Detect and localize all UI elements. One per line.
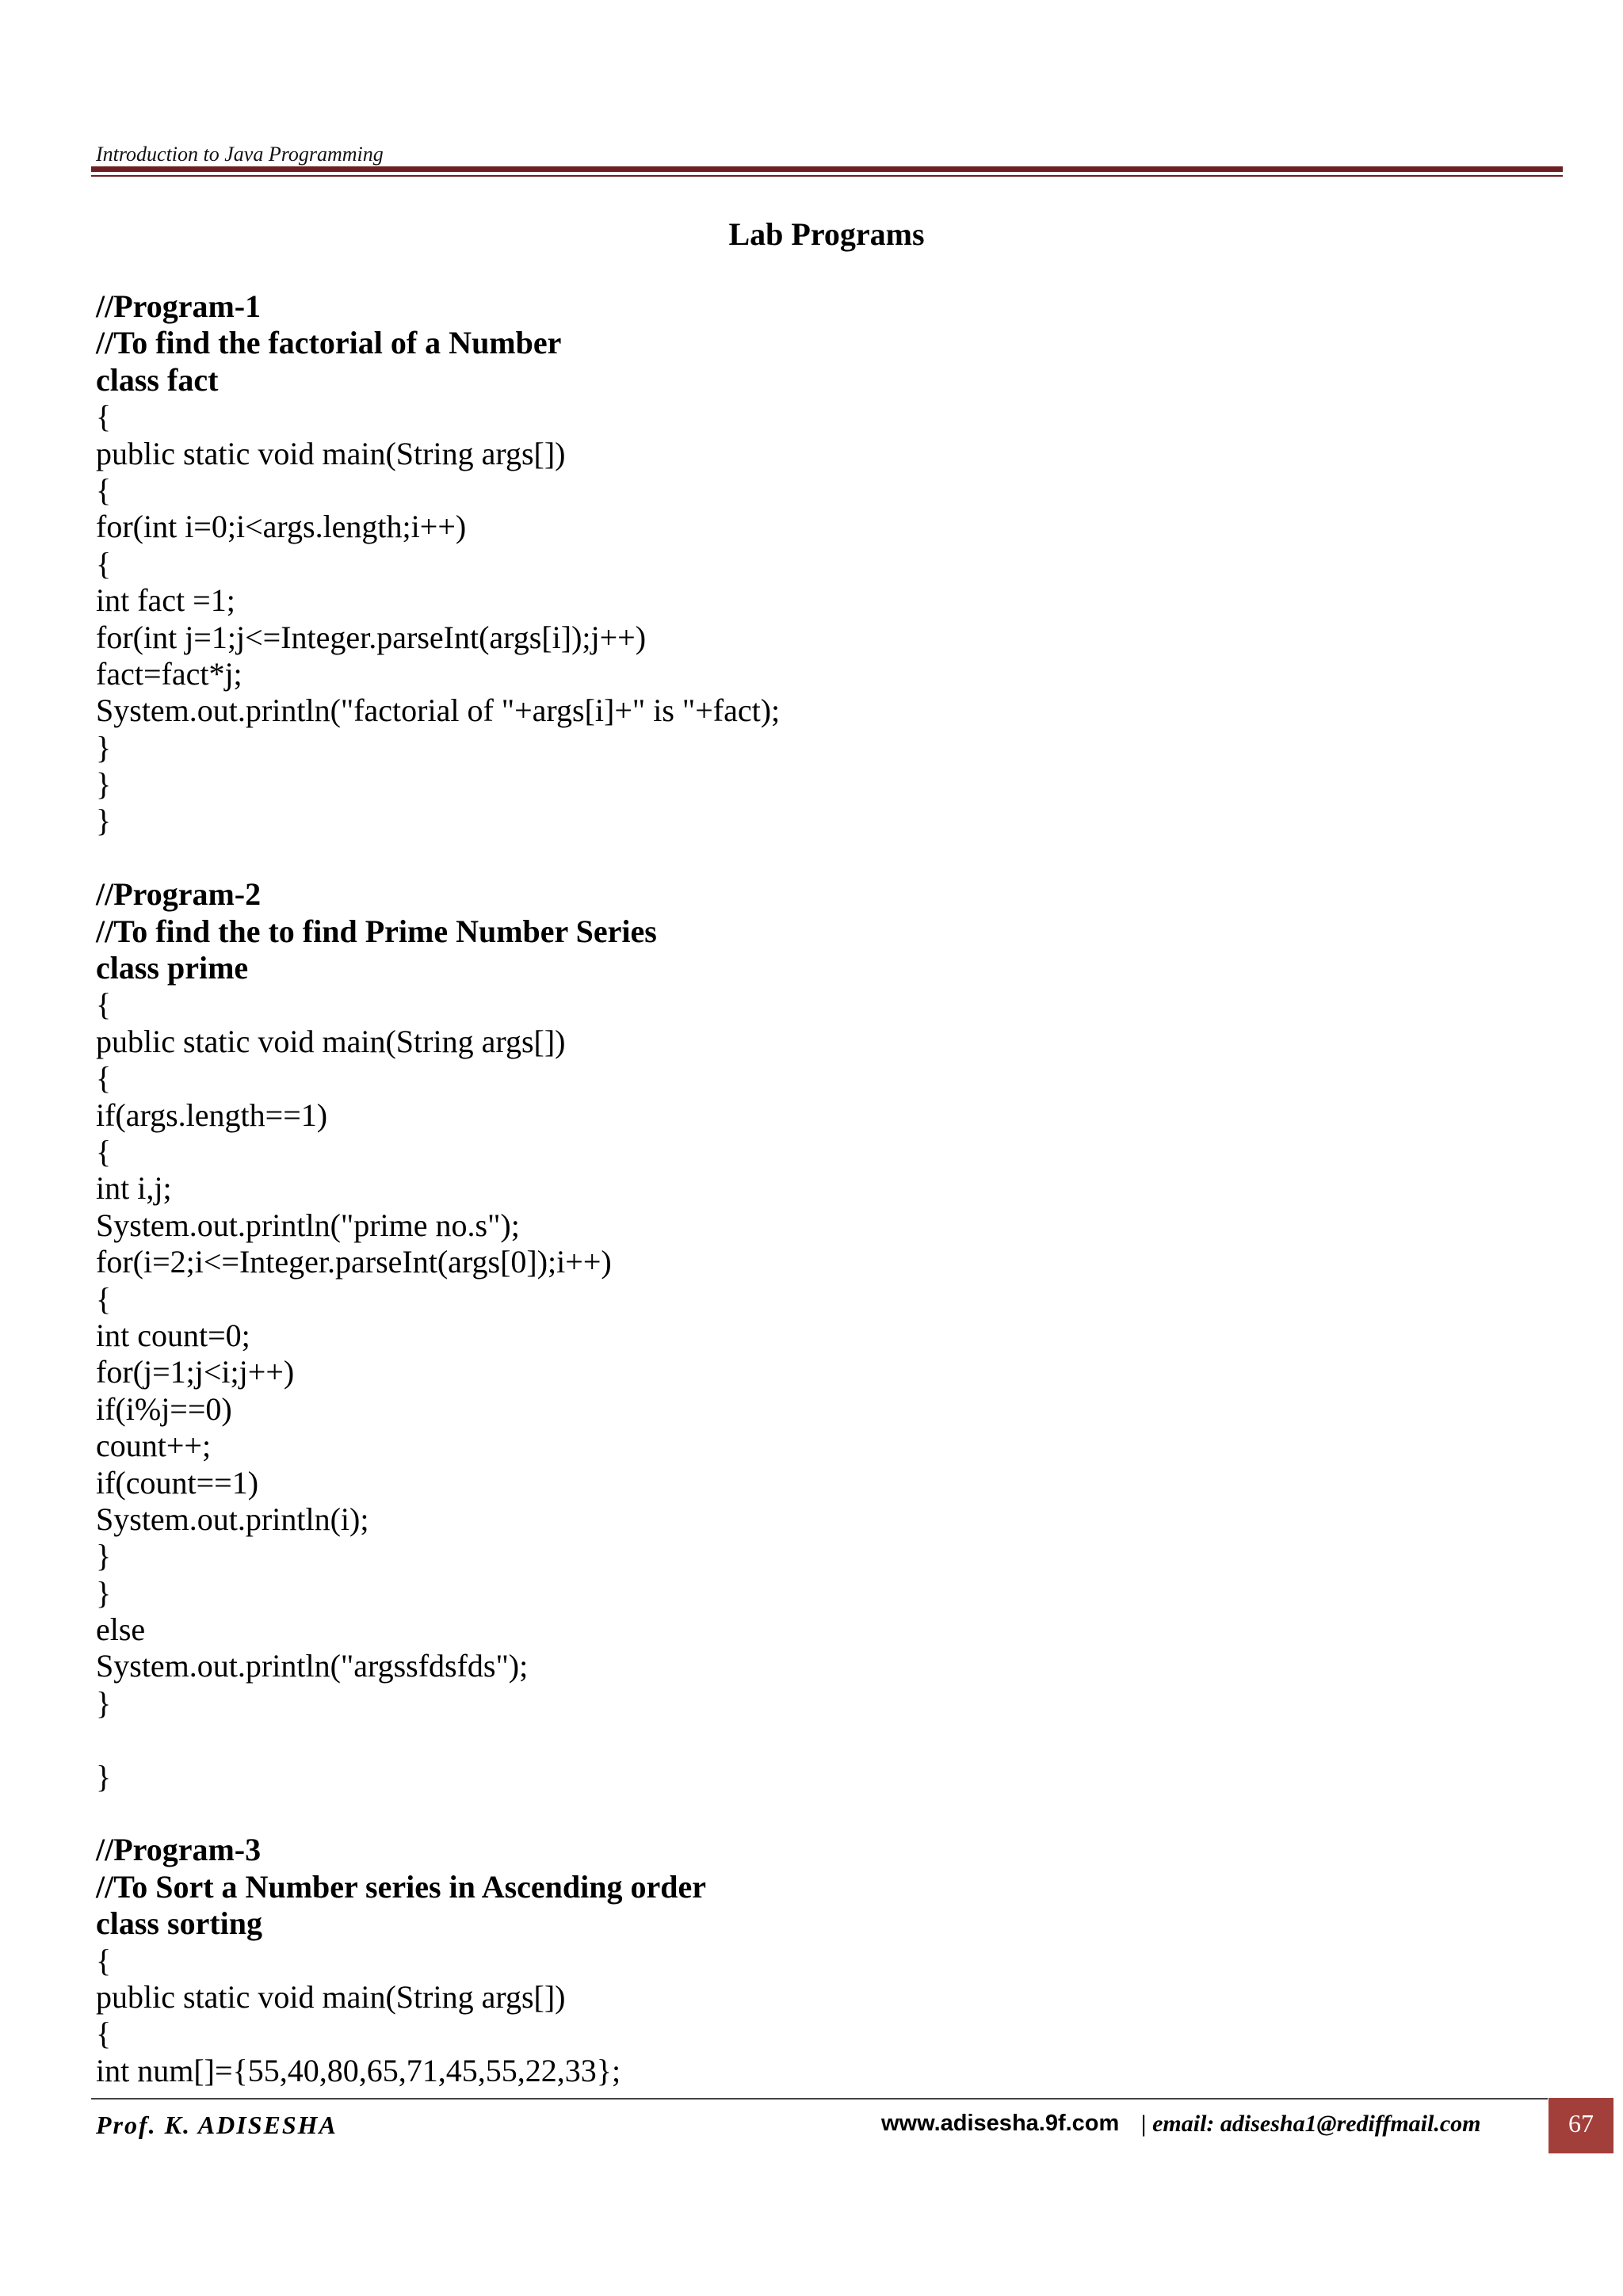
code-line: int fact =1; <box>96 582 235 619</box>
code-line: System.out.println(i); <box>96 1501 369 1537</box>
code-line: { <box>96 1060 112 1097</box>
blank-line <box>96 1795 1562 1832</box>
code-line: } <box>96 803 112 839</box>
code-line: { <box>96 986 112 1023</box>
code-line: } <box>96 766 112 803</box>
blank-line <box>96 840 1562 876</box>
code-line: { <box>96 471 112 508</box>
code-line: for(int i=0;i<args.length;i++) <box>96 509 467 545</box>
code-line: if(i%j==0) <box>96 1390 232 1427</box>
code-line: for(int j=1;j<=Integer.parseInt(args[i]);j++) <box>96 619 647 655</box>
code-line: { <box>96 1280 112 1317</box>
footer-rule <box>91 2098 1548 2100</box>
code-listing <box>96 288 1562 2089</box>
code-heading-line: //Program-3 <box>96 1832 262 1868</box>
code-heading-line: //To find the factorial of a Number <box>96 325 562 361</box>
code-line: fact=fact*j; <box>96 655 242 692</box>
header-rule-thick <box>91 166 1563 172</box>
code-line: { <box>96 399 112 435</box>
page-number: 67 <box>1549 2098 1613 2153</box>
code-heading-line: class fact <box>96 361 219 398</box>
code-line: } <box>96 1538 112 1574</box>
header-rule-thin <box>91 175 1563 177</box>
code-line: } <box>96 1758 112 1794</box>
code-line: System.out.println("argssfdsfds"); <box>96 1648 529 1684</box>
code-line: public static void main(String args[]) <box>96 1978 566 2015</box>
footer-email: | email: adisesha1@rediffmail.com <box>1141 2111 1481 2137</box>
header-rule <box>91 166 1563 177</box>
footer-author: Prof. K. ADISESHA <box>96 2111 338 2139</box>
code-heading-line: //Program-2 <box>96 876 262 913</box>
code-line: int i,j; <box>96 1170 172 1207</box>
code-heading-line: class sorting <box>96 1905 262 1942</box>
code-line: { <box>96 545 112 582</box>
code-line: if(count==1) <box>96 1464 259 1501</box>
code-line: { <box>96 1942 112 1978</box>
code-line: } <box>96 729 112 765</box>
code-line: } <box>96 1684 112 1721</box>
code-line: { <box>96 1133 112 1169</box>
code-line: int num[]={55,40,80,65,71,45,55,22,33}; <box>96 2052 621 2088</box>
code-line: for(i=2;i<=Integer.parseInt(args[0]);i++) <box>96 1244 612 1280</box>
blank-line <box>96 1722 1562 1758</box>
code-heading-line: //To Sort a Number series in Ascending order <box>96 1868 707 1905</box>
code-heading-line: //Program-1 <box>96 288 262 324</box>
code-line: if(args.length==1) <box>96 1097 328 1133</box>
code-line: System.out.println("factorial of "+args[i]+" is "+fact); <box>96 692 781 729</box>
code-heading-line: class prime <box>96 950 249 986</box>
code-line: else <box>96 1611 146 1648</box>
code-line: System.out.println("prime no.s"); <box>96 1207 520 1243</box>
code-line: public static void main(String args[]) <box>96 1023 566 1059</box>
code-line: public static void main(String args[]) <box>96 435 566 471</box>
code-line: for(j=1;j<i;j++) <box>96 1354 295 1390</box>
code-line: count++; <box>96 1428 212 1464</box>
page-title: Lab Programs <box>728 216 925 252</box>
code-heading-line: //To find the to find Prime Number Series <box>96 913 657 949</box>
running-header: Introduction to Java Programming <box>96 143 384 166</box>
code-line: } <box>96 1574 112 1611</box>
footer-website: www.adisesha.9f.com <box>881 2111 1120 2136</box>
code-line: int count=0; <box>96 1317 250 1353</box>
code-line: { <box>96 2016 112 2052</box>
